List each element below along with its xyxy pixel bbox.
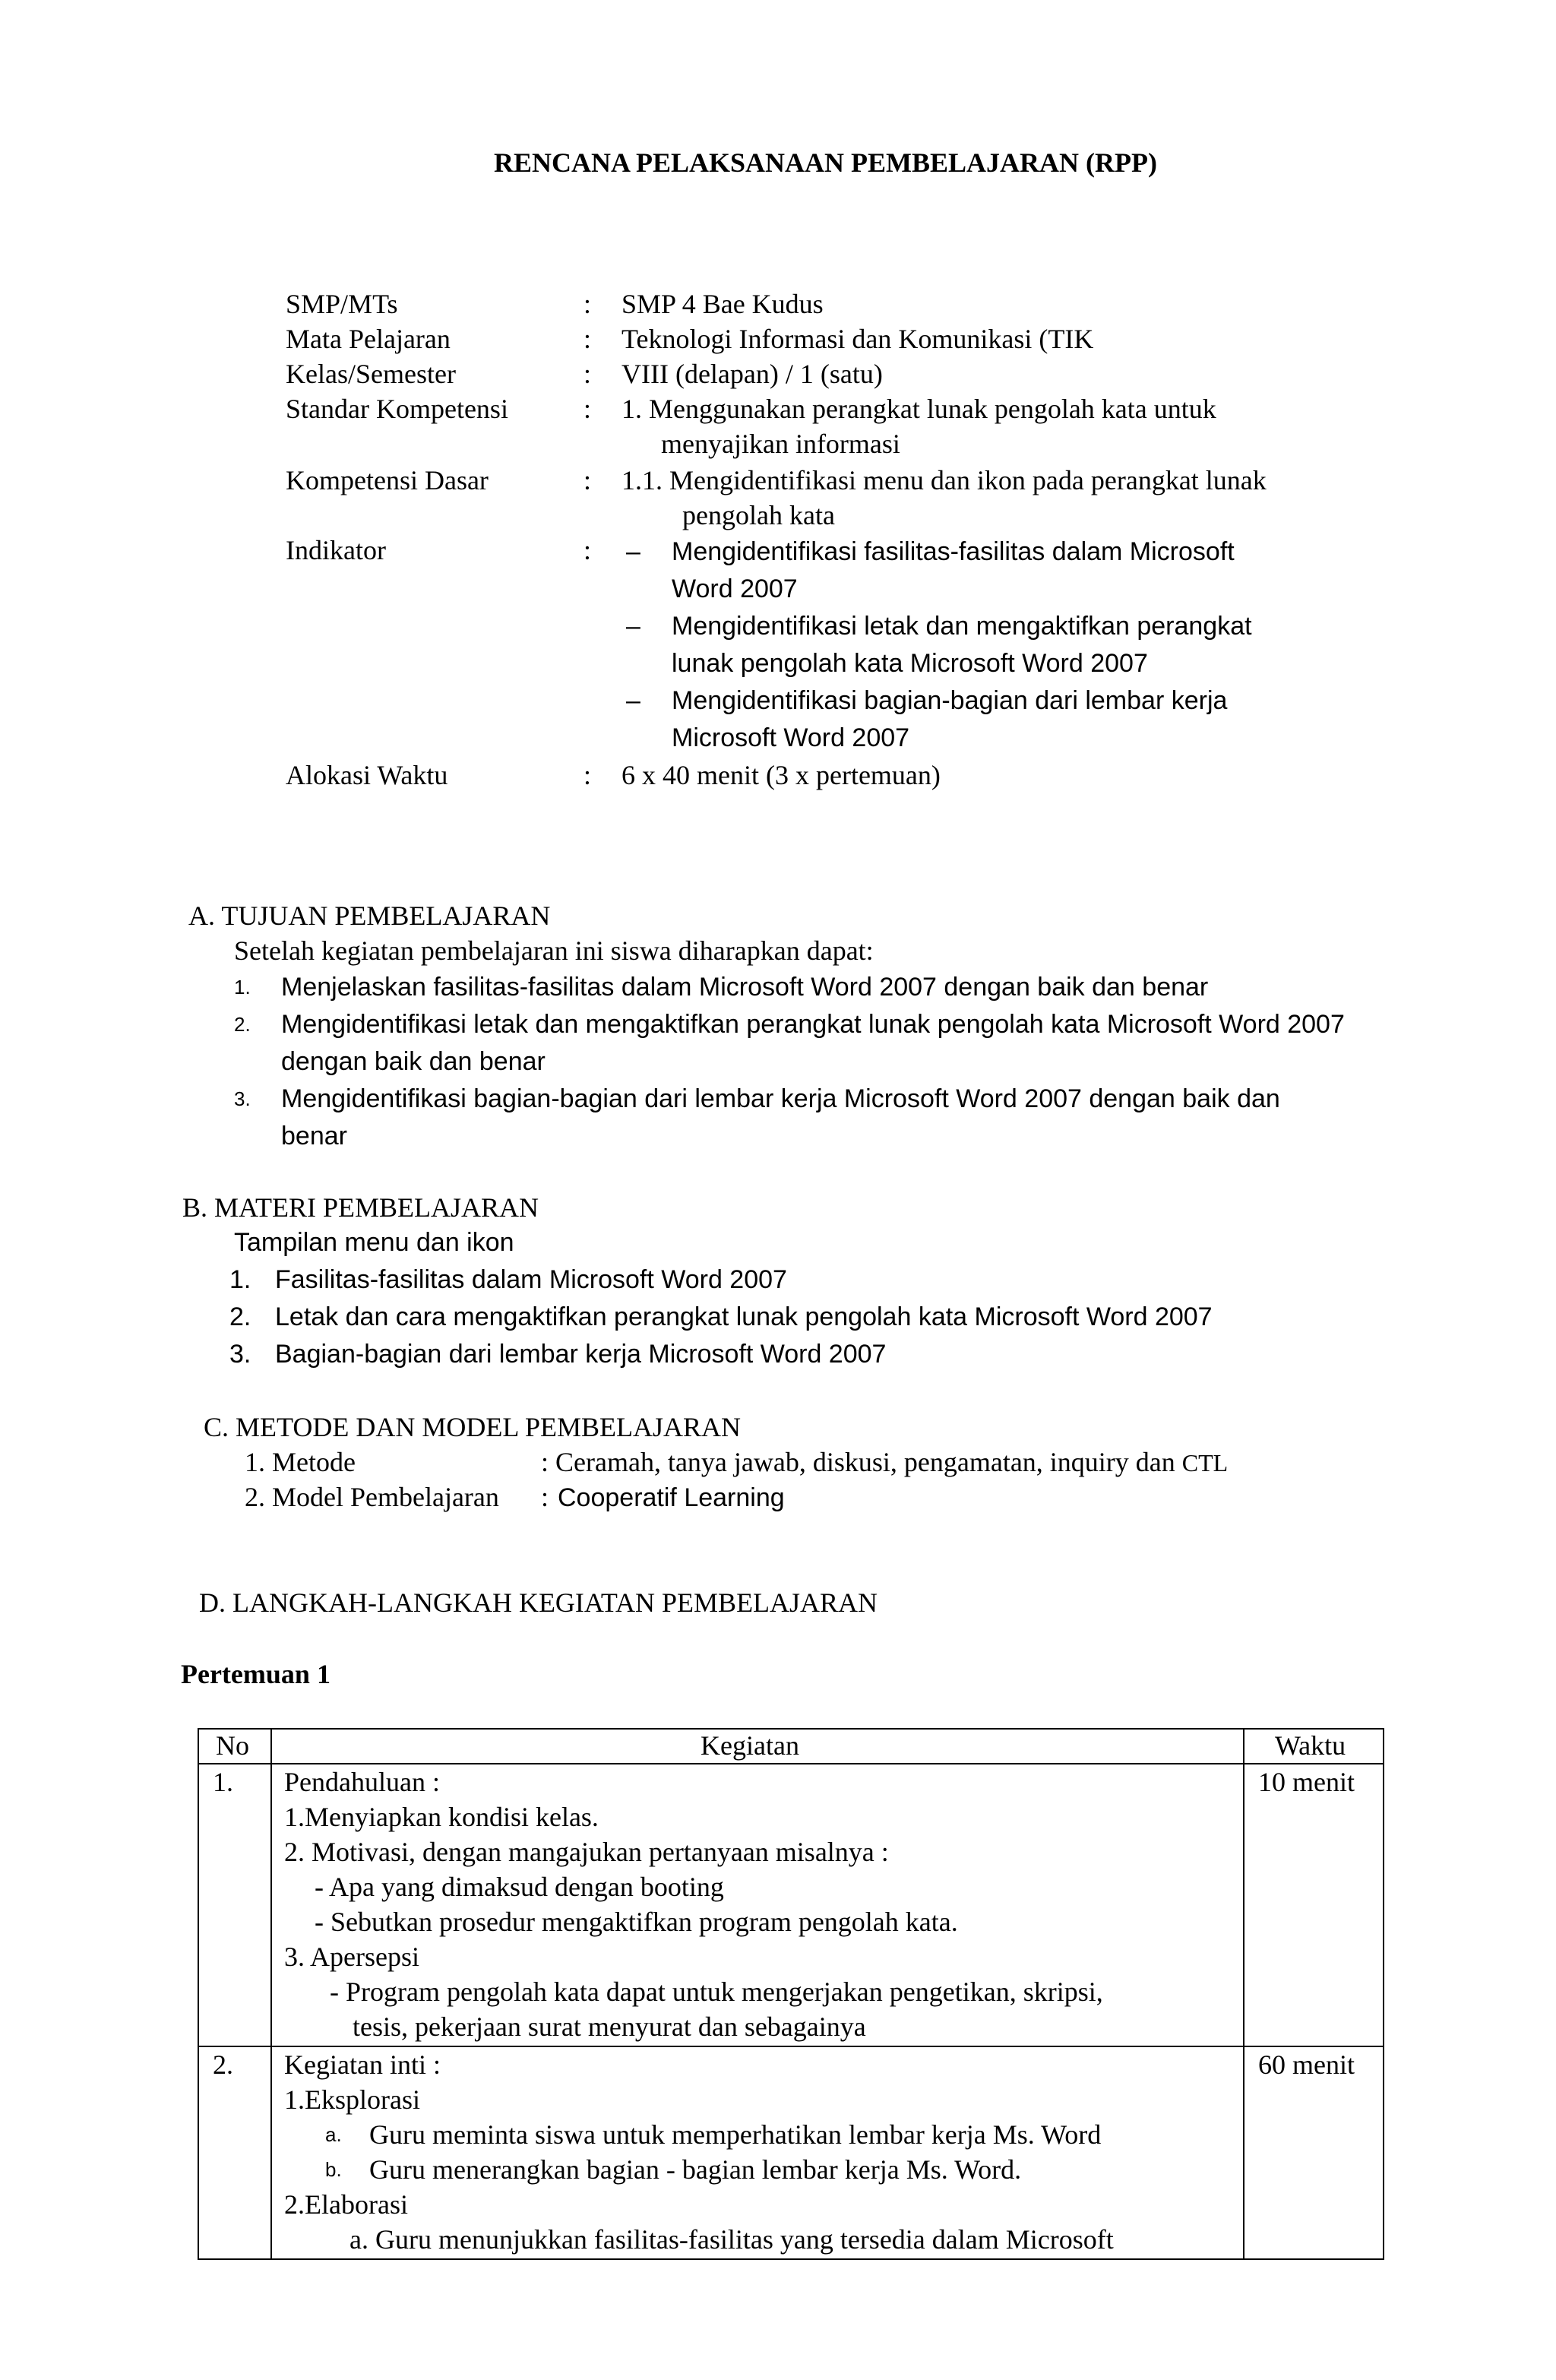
objective-1: Menjelaskan fasilitas-fasilitas dalam Microsoft Word 2007 dengan baik dan benar xyxy=(281,973,1209,1002)
indicator-label: Indikator xyxy=(286,535,386,565)
basic-competency-value-line1: 1.1. Mengidentifikasi menu dan ikon pada perangkat lunak xyxy=(621,465,1267,495)
section-b-heading: B. MATERI PEMBELAJARAN xyxy=(182,1192,539,1223)
indicator-item-3-line1: Mengidentifikasi bagian-bagian dari lembar kerja xyxy=(672,686,1228,715)
colon: : xyxy=(584,359,592,389)
list-marker: a. xyxy=(325,2123,342,2146)
list-number: 3. xyxy=(229,1340,251,1369)
row-2-line: Guru menerangkan bagian - bagian lembar kerja Ms. Word. xyxy=(369,2154,1022,2185)
row-1-line: - Program pengolah kata dapat untuk mengerjakan pengetikan, skripsi, xyxy=(330,1976,1103,2007)
row-2-line: a. Guru menunjukkan fasilitas-fasilitas yang tersedia dalam Microsoft xyxy=(349,2224,1114,2255)
objective-3-line2: benar xyxy=(281,1122,347,1150)
section-d-heading: D. LANGKAH-LANGKAH KEGIATAN PEMBELAJARAN xyxy=(199,1587,878,1618)
dash-bullet: – xyxy=(626,612,640,641)
standard-competency-value-line2: menyajikan informasi xyxy=(661,429,900,459)
row-2-line: Guru meminta siswa untuk memperhatikan lembar kerja Ms. Word xyxy=(369,2119,1102,2150)
row-1-line: 1.Menyiapkan kondisi kelas. xyxy=(284,1802,599,1832)
section-c-heading: C. METODE DAN MODEL PEMBELAJARAN xyxy=(204,1412,742,1442)
school-value: SMP 4 Bae Kudus xyxy=(621,289,824,319)
model-value: Cooperatif Learning xyxy=(558,1483,785,1512)
row-2-line: 1.Eksplorasi xyxy=(284,2084,420,2115)
material-1: Fasilitas-fasilitas dalam Microsoft Word 2007 xyxy=(275,1265,787,1294)
colon: : xyxy=(584,535,592,565)
row-1-line: 2. Motivasi, dengan mangajukan pertanyaan misalnya : xyxy=(284,1837,889,1867)
table-col-divider-1 xyxy=(270,1728,272,2260)
row-2-line: Kegiatan inti : xyxy=(284,2049,441,2080)
dash-bullet: – xyxy=(626,686,640,715)
indicator-item-2-line1: Mengidentifikasi letak dan mengaktifkan perangkat xyxy=(672,612,1252,641)
model-label: 2. Model Pembelajaran xyxy=(245,1482,499,1512)
subject-label: Mata Pelajaran xyxy=(286,324,451,354)
list-marker: b. xyxy=(325,2158,342,2181)
method-value: : Ceramah, tanya jawab, diskusi, pengamatan, inquiry dan CTL xyxy=(541,1447,1229,1477)
time-allocation-label: Alokasi Waktu xyxy=(286,760,448,790)
colon: : xyxy=(584,324,592,354)
colon: : xyxy=(584,465,592,495)
row-1-time: 10 menit xyxy=(1258,1767,1355,1797)
class-semester-label: Kelas/Semester xyxy=(286,359,456,389)
header-activity: Kegiatan xyxy=(701,1730,799,1761)
basic-competency-label: Kompetensi Dasar xyxy=(286,465,489,495)
class-semester-value: VIII (delapan) / 1 (satu) xyxy=(621,359,883,389)
row-1-line: tesis, pekerjaan surat menyurat dan sebagainya xyxy=(353,2011,866,2042)
row-1-no: 1. xyxy=(213,1767,233,1797)
row-1-line: Pendahuluan : xyxy=(284,1767,440,1797)
subject-value: Teknologi Informasi dan Komunikasi (TIK xyxy=(621,324,1094,354)
table-border-bottom xyxy=(198,2258,1384,2260)
material-3: Bagian-bagian dari lembar kerja Microsoft Word 2007 xyxy=(275,1340,887,1369)
section-a-intro: Setelah kegiatan pembelajaran ini siswa diharapkan dapat: xyxy=(234,935,874,966)
row-1-line: - Sebutkan prosedur mengaktifkan program pengolah kata. xyxy=(315,1907,958,1937)
list-number: 1. xyxy=(229,1265,251,1294)
meeting-heading: Pertemuan 1 xyxy=(181,1659,330,1689)
objective-2-line1: Mengidentifikasi letak dan mengaktifkan perangkat lunak pengolah kata Microsoft Word 2007 xyxy=(281,1010,1345,1039)
dash-bullet: – xyxy=(626,537,640,566)
objective-3-line1: Mengidentifikasi bagian-bagian dari lembar kerja Microsoft Word 2007 dengan baik dan xyxy=(281,1084,1280,1113)
colon: : xyxy=(541,1482,549,1512)
indicator-item-2-line2: lunak pengolah kata Microsoft Word 2007 xyxy=(672,649,1148,678)
time-allocation-value: 6 x 40 menit (3 x pertemuan) xyxy=(621,760,941,790)
list-number: 3. xyxy=(234,1087,251,1110)
school-label: SMP/MTs xyxy=(286,289,398,319)
objective-2-line2: dengan baik dan benar xyxy=(281,1047,546,1076)
table-border-right xyxy=(1383,1728,1384,2260)
material-2: Letak dan cara mengaktifkan perangkat lunak pengolah kata Microsoft Word 2007 xyxy=(275,1302,1213,1331)
standard-competency-label: Standar Kompetensi xyxy=(286,394,508,424)
row-2-time: 60 menit xyxy=(1258,2049,1355,2080)
header-time: Waktu xyxy=(1275,1730,1346,1761)
standard-competency-value-line1: 1. Menggunakan perangkat lunak pengolah kata untuk xyxy=(621,394,1216,424)
indicator-item-1-line1: Mengidentifikasi fasilitas-fasilitas dalam Microsoft xyxy=(672,537,1235,566)
row-1-line: - Apa yang dimaksud dengan booting xyxy=(315,1872,724,1902)
table-col-divider-2 xyxy=(1243,1728,1244,2260)
row-2-no: 2. xyxy=(213,2049,233,2080)
header-no: No xyxy=(216,1730,249,1761)
row-1-line: 3. Apersepsi xyxy=(284,1942,419,1972)
colon: : xyxy=(584,394,592,424)
indicator-item-1-line2: Word 2007 xyxy=(672,574,798,603)
section-b-intro: Tampilan menu dan ikon xyxy=(234,1228,514,1257)
basic-competency-value-line2: pengolah kata xyxy=(682,500,835,530)
colon: : xyxy=(584,289,592,319)
document-title: RENCANA PELAKSANAAN PEMBELAJARAN (RPP) xyxy=(494,147,1157,178)
indicator-item-3-line2: Microsoft Word 2007 xyxy=(672,723,910,752)
activity-table xyxy=(198,1728,1384,2260)
method-label: 1. Metode xyxy=(245,1447,356,1477)
section-a-heading: A. TUJUAN PEMBELAJARAN xyxy=(188,900,551,931)
table-border-left xyxy=(198,1728,199,2260)
row-2-line: 2.Elaborasi xyxy=(284,2189,408,2220)
list-number: 1. xyxy=(234,976,251,999)
list-number: 2. xyxy=(229,1302,251,1331)
list-number: 2. xyxy=(234,1013,251,1036)
colon: : xyxy=(584,760,592,790)
